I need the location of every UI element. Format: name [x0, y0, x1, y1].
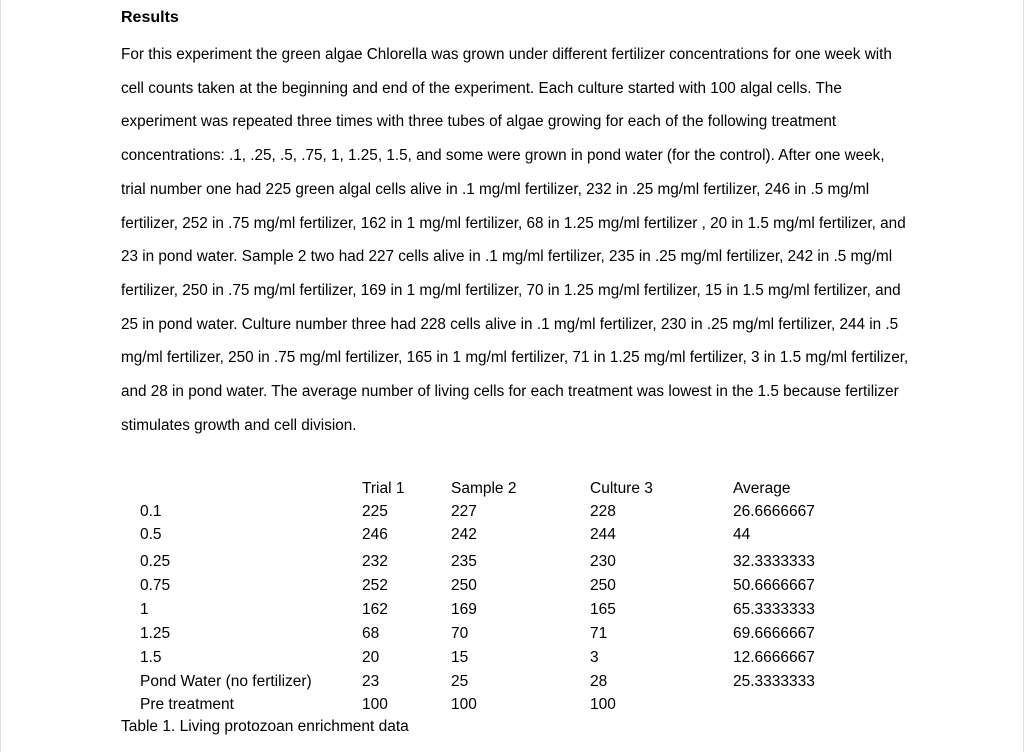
table-row [0, 623, 1024, 645]
culture3-value: 3 [590, 649, 599, 666]
trial1-value: 252 [362, 577, 388, 594]
row-label: Pre treatment [140, 696, 234, 713]
row-label: 1 [140, 601, 149, 618]
average-value: 25.3333333 [733, 673, 815, 690]
table-row [0, 501, 1024, 523]
trial1-value: 100 [362, 696, 388, 713]
header-average: Average [733, 480, 791, 497]
trial1-value: 20 [362, 649, 380, 666]
average-value: 50.6666667 [733, 577, 815, 594]
average-value: 65.3333333 [733, 601, 815, 618]
average-value: 44 [733, 526, 751, 543]
trial1-value: 23 [362, 673, 380, 690]
culture3-value: 230 [590, 553, 616, 570]
trial1-value: 246 [362, 526, 388, 543]
header-trial-1: Trial 1 [362, 480, 405, 497]
row-label: Pond Water (no fertilizer) [140, 673, 312, 690]
culture3-value: 165 [590, 601, 616, 618]
results-paragraph: For this experiment the green algae Chlorella was grown under different fertilizer concentrations for one week with cell counts taken at the beginning and end of the experiment. Each culture started with 100 algal cells. The experiment was repeated three times with three tubes of algae growing for each of the following treatment concentrations: .1, .25, .5, .75, 1, 1.25, 1.5, and some were grown in pond water (for the control). After one week, trial number one had 225 green algal cells alive in .1 mg/ml fertilizer, 232 in .25 mg/ml fertilizer, 246 in .5 mg/ml fertilizer, 252 in .75 mg/ml fertilizer, 162 in 1 mg/ml fertilizer, 68 in 1.25 mg/ml fertilizer , 20 in 1.5 mg/ml fertilizer, and 23 in pond water. Sample 2 two had 227 cells alive in .1 mg/ml fertilizer, 235 in .25 mg/ml fertilizer, 242 in .5 mg/ml fertilizer, 250 in .75 mg/ml fertilizer, 169 in 1 mg/ml fertilizer, 70 in 1.25 mg/ml fertilizer, 15 in 1.5 mg/ml fertilizer, and 25 in pond water. Culture number three had 228 cells alive in .1 mg/ml fertilizer, 230 in .25 mg/ml fertilizer, 244 in .5 mg/ml fertilizer, 250 in .75 mg/ml fertilizer, 165 in 1 mg/ml fertilizer, 71 in 1.25 mg/ml fertilizer, 3 in 1.5 mg/ml fertilizer, and 28 in pond water. The average number of living cells for each treatment was lowest in the 1.5 because fertilizer stimulates growth and cell division. [121, 46, 909, 434]
row-label: 0.5 [140, 526, 162, 543]
sample2-value: 70 [451, 625, 469, 642]
sample2-value: 235 [451, 553, 477, 570]
table-row [0, 694, 1024, 716]
average-value: 69.6666667 [733, 625, 815, 642]
trial1-value: 68 [362, 625, 380, 642]
sample2-value: 250 [451, 577, 477, 594]
average-value: 32.3333333 [733, 553, 815, 570]
sample2-value: 242 [451, 526, 477, 543]
culture3-value: 71 [590, 625, 608, 642]
average-value: 12.6666667 [733, 649, 815, 666]
data-table [0, 476, 1024, 746]
header-sample-2: Sample 2 [451, 480, 517, 497]
average-value: 26.6666667 [733, 503, 815, 520]
sample2-value: 227 [451, 503, 477, 520]
header-culture-3: Culture 3 [590, 480, 653, 497]
table-caption: Table 1. Living protozoan enrichment data [121, 718, 409, 735]
culture3-value: 28 [590, 673, 608, 690]
row-label: 1.5 [140, 649, 162, 666]
table-row [0, 524, 1024, 546]
culture3-value: 250 [590, 577, 616, 594]
row-label: 0.1 [140, 503, 162, 520]
table-row [0, 599, 1024, 621]
sample2-value: 100 [451, 696, 477, 713]
row-label: 0.75 [140, 577, 171, 594]
trial1-value: 162 [362, 601, 388, 618]
row-label: 0.25 [140, 553, 171, 570]
table-row [0, 575, 1024, 597]
sample2-value: 15 [451, 649, 469, 666]
row-label: 1.25 [140, 625, 171, 642]
table-row [0, 647, 1024, 669]
table-row [0, 551, 1024, 573]
culture3-value: 100 [590, 696, 616, 713]
results-heading: Results [121, 9, 179, 26]
culture3-value: 244 [590, 526, 616, 543]
trial1-value: 232 [362, 553, 388, 570]
trial1-value: 225 [362, 503, 388, 520]
sample2-value: 25 [451, 673, 469, 690]
table-row [0, 671, 1024, 693]
sample2-value: 169 [451, 601, 477, 618]
culture3-value: 228 [590, 503, 616, 520]
